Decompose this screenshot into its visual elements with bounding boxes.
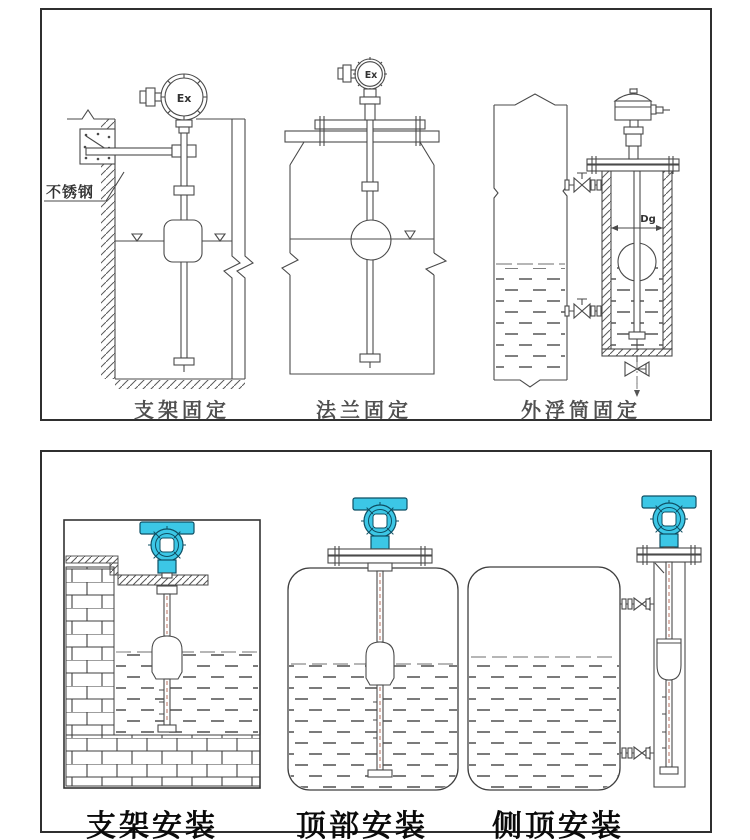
isolation-valve-lower [565,299,602,318]
junction-box-icon [615,89,670,120]
sensor-rod [634,171,640,332]
chamber-wall [602,171,611,349]
riser-block [626,134,641,146]
caption-side-top-installation: 侧顶安装 [492,809,624,840]
ex-head-icon [338,57,387,120]
ball-float [351,220,391,260]
wall-cap [66,556,118,563]
sensor-rod [164,594,170,636]
diagram-side-top-installation [468,496,701,790]
liquid-fill [116,652,258,735]
connection-valve-upper [620,598,654,610]
rod-coupling [362,182,378,191]
bracket-arm [86,148,172,155]
chamber-flange [587,159,679,164]
brick-floor [66,735,260,786]
diagram-bracket-installation [64,520,260,788]
tank-wall-break [237,119,253,379]
caption-external-chamber-fixing: 外浮筒固定 [521,398,641,422]
wall-break [426,253,446,275]
caption-bracket-installation: 支架安装 [86,809,218,840]
dg-label: Dg [640,214,656,225]
wall-break [282,253,298,275]
rod-coupling [368,563,392,571]
diagram-flange-fixing [282,57,446,374]
caption-top-installation: 顶部安装 [296,809,428,840]
tank-shoulders [290,142,434,165]
material-label: 不锈钢 [46,183,95,201]
transmitter-head-icon [140,522,194,578]
float [152,636,182,679]
flange-plate [328,549,432,555]
riser-collar [624,127,643,134]
float [366,642,394,685]
diagram-external-chamber-fixing [494,88,679,397]
liquid-fill [468,657,620,790]
bottom-panel [40,450,712,840]
rod-end-stop [158,725,176,732]
transmitter-head-icon [642,496,696,552]
rod-end-stop [629,332,645,339]
ex-label: Ex [176,92,192,105]
caption-bracket-fixing: 支架固定 [134,398,230,422]
liquid-fill [496,268,565,376]
ceiling-line [67,110,115,119]
chamber-wall [663,171,672,349]
rod-end-stop [368,770,392,777]
brick-wall [66,567,114,735]
diagram-top-installation [288,498,458,790]
floor-hatch [115,380,245,389]
caption-flange-fixing: 法兰固定 [316,398,412,422]
connection-valve-lower [620,747,654,759]
rod-end-stop [174,358,194,365]
ex-label: Ex [364,70,378,81]
chamber-flange [587,165,679,171]
level-mark [215,234,225,241]
fixing-methods-drawing [42,10,710,419]
transmitter-head-icon [353,498,407,554]
level-mark [405,231,415,239]
level-mark [132,234,142,241]
rod-end-stop [360,354,380,362]
rod-coupling [157,586,177,594]
rod-coupling [174,186,194,195]
tank-wall-break [224,119,240,379]
flange-plate [328,556,432,563]
float [657,639,681,680]
ex-head-icon [140,74,207,133]
chamber-bottom [602,349,672,356]
top-panel [40,8,712,421]
float [164,220,202,262]
isolation-valve-upper [565,173,602,192]
rod-end-stop [660,767,678,774]
installation-methods-drawing [42,452,710,831]
diagram-bracket-fixing [44,74,253,389]
riser-neck [629,146,638,159]
